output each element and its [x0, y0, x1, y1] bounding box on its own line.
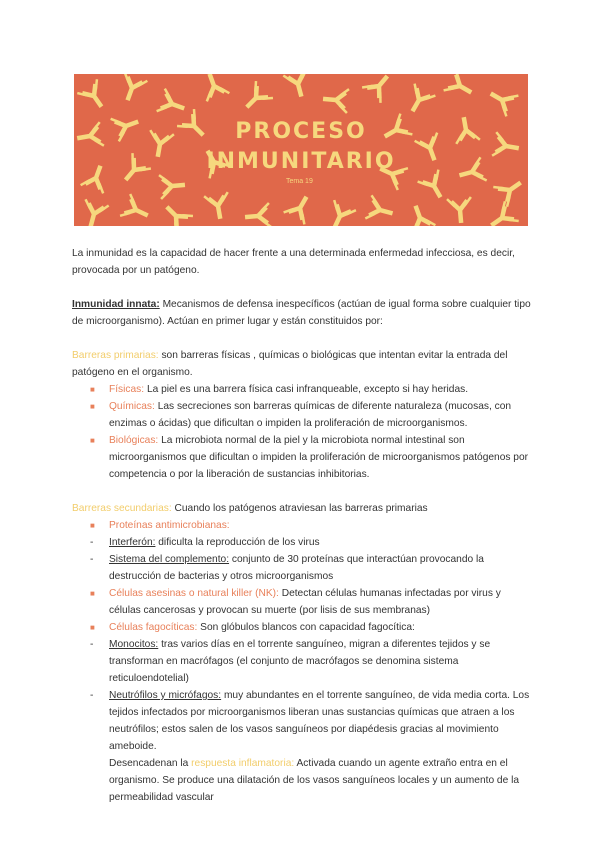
square-bullet-icon: ■	[90, 589, 95, 598]
item-text: La piel es una barrera física casi infranqueable, excepto si hay heridas.	[144, 384, 469, 395]
intro-paragraph: La inmunidad es la capacidad de hacer frente a una determinada enfermedad infecciosa, es decir, provocada por un patógeno.	[72, 248, 515, 276]
dash-bullet: -	[90, 639, 94, 650]
item-text: La microbiota normal de la piel y la microbiota normal intestinal son microorganismos que dificultan o impiden la proliferación de microorganismos patógenos por competencia o por la liberación de sustancias inhibitorias.	[109, 435, 529, 480]
item-term: Neutrófilos y micrófagos:	[109, 690, 222, 701]
list-item	[72, 585, 534, 619]
square-bullet-icon: ■	[90, 623, 95, 632]
dash-bullet: -	[90, 537, 94, 548]
title-banner	[74, 74, 528, 226]
item-term: Sistema del complemento:	[109, 554, 230, 565]
square-bullet-icon: ■	[90, 385, 95, 394]
secondary-heading: Barreras secundarias:	[72, 503, 172, 514]
primary-paragraph	[72, 347, 534, 381]
inflammation-text: Activada cuando un agente extraño entra en el organismo. Se produce una dilatación de los vasos sanguíneos locales y un aumento de la permeabilidad vascular	[109, 758, 520, 803]
primary-text: son barreras físicas , químicas o biológicas que intentan evitar la entrada del patógeno en el organismo.	[72, 350, 508, 378]
banner-title-line1: PROCESO	[235, 119, 367, 144]
item-text: tras varios días en el torrente sanguíneo, migran a diferentes tejidos y se transforman en macrófagos (el conjunto de macrófagos se denomina sistema reticuloendotelial)	[109, 639, 491, 684]
secondary-paragraph	[72, 500, 534, 517]
item-text: Las secreciones son barreras químicas de diferente naturaleza (mucosas, con enzimas o ácidas) que dificultan o impiden la proliferación de microorganismos.	[109, 401, 512, 429]
item-term: Monocitos:	[109, 639, 159, 650]
list-item	[72, 517, 534, 534]
inflammation-pre: Desencadenan la	[109, 758, 192, 769]
list-item	[72, 551, 534, 585]
secondary-text: Cuando los patógenos atraviesan las barreras primarias	[171, 503, 428, 514]
item-text: dificulta la reproducción de los virus	[155, 537, 320, 548]
item-text: muy abundantes en el torrente sanguíneo, de vida media corta. Los tejidos infectados por microorganismos liberan unas sustancias químicas que atraen a los neutrófilos; estos salen de los vasos sanguíneos por diapédesis gracias al movimiento ameboide.	[109, 690, 530, 752]
list-item	[72, 687, 534, 755]
inflammation-term: respuesta inflamatoria:	[191, 758, 295, 769]
square-bullet-icon: ■	[90, 436, 95, 445]
inflammation-paragraph	[72, 755, 534, 806]
list-item	[72, 619, 534, 636]
item-term: Células fagocíticas:	[109, 622, 198, 633]
square-bullet-icon: ■	[90, 402, 95, 411]
list-item	[72, 381, 534, 398]
item-text: Detectan células humanas infectadas por virus y células cancerosas y provocan su muerte (por lisis de sus membranas)	[109, 588, 501, 616]
list-item	[72, 636, 534, 687]
document-body	[72, 245, 534, 806]
item-term: Células asesinas o natural killer (NK):	[109, 588, 279, 599]
item-text: Son glóbulos blancos con capacidad fagocítica:	[197, 622, 415, 633]
square-bullet-icon: ■	[90, 521, 95, 530]
list-item	[72, 534, 534, 551]
item-term: Físicas:	[109, 384, 145, 395]
item-term: Interferón:	[109, 537, 156, 548]
item-term: Químicas:	[109, 401, 155, 412]
item-text: conjunto de 30 proteínas que interactúan provocando la destrucción de bacterias y otros microorganismos	[109, 554, 484, 582]
item-term: Biológicas:	[109, 435, 159, 446]
dash-bullet: -	[90, 554, 94, 565]
banner-subtitle: Tema 19	[286, 178, 313, 185]
dash-bullet: -	[90, 690, 94, 701]
primary-heading: Barreras primarias:	[72, 350, 159, 361]
innate-text: Mecanismos de defensa inespecíficos (actúan de igual forma sobre cualquier tipo de microorganismo). Actúan en primer lugar y están constituidos por:	[72, 299, 531, 327]
item-term: Proteínas antimicrobianas:	[109, 520, 230, 531]
innate-paragraph	[72, 296, 534, 330]
banner-title-line2: INMUNITARIO	[206, 149, 396, 174]
list-item	[72, 432, 534, 483]
innate-heading: Inmunidad innata:	[72, 299, 160, 310]
list-item	[72, 398, 534, 432]
